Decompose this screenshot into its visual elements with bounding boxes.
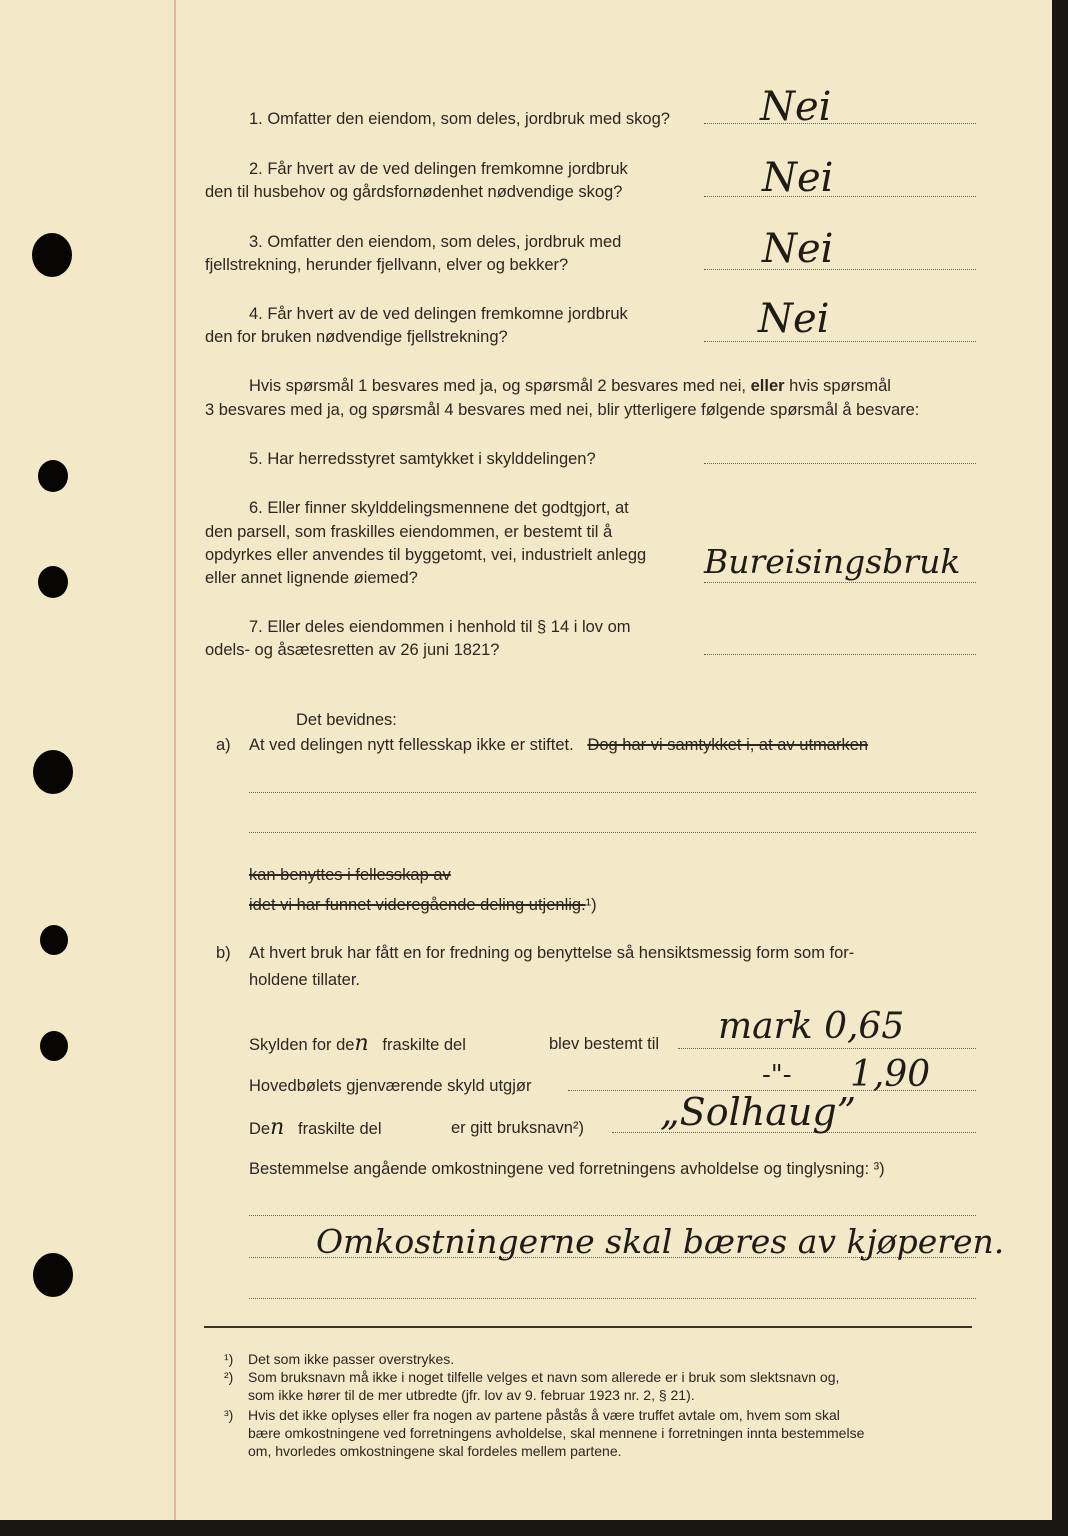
blank-line bbox=[249, 1298, 976, 1299]
struck-text: Dog har vi samtykket i, at av utmarken bbox=[587, 736, 869, 754]
question-7-line2: odels- og åsætesretten av 26 juni 1821? bbox=[205, 641, 500, 659]
item-a-text: At ved delingen nytt fellesskap ikke er stiftet. Dog har vi samtykket i, at av utmarken bbox=[249, 736, 869, 754]
answer-line bbox=[704, 341, 976, 342]
answer-line bbox=[678, 1048, 976, 1049]
question-4-line1: 4. Får hvert av de ved delingen fremkomne jordbruk bbox=[249, 305, 628, 323]
blank-line bbox=[249, 1215, 976, 1216]
instruction-line1: Hvis spørsmål 1 besvares med ja, og spørsmål 2 besvares med nei, eller hvis spørsmål bbox=[249, 377, 891, 395]
footnote-2-mark: ²) bbox=[224, 1369, 234, 1385]
blank-line bbox=[249, 832, 976, 833]
question-4-line2: den for bruken nødvendige fjellstrekning? bbox=[205, 328, 508, 346]
struck-line-with-note: idet vi har funnet videregående deling utjenlig.¹) bbox=[249, 896, 597, 914]
answer-1: Nei bbox=[760, 84, 832, 130]
footnote-2-line1: Som bruksnavn må ikke i noget tilfelle velges et navn som allerede er i bruk som slektsnavn og, bbox=[248, 1369, 840, 1385]
answer-line bbox=[704, 123, 976, 124]
instruction-line2: 3 besvares med ja, og spørsmål 4 besvares med nei, blir ytterligere følgende spørsmål å besvare: bbox=[205, 401, 920, 419]
answer-line bbox=[704, 463, 976, 464]
answer-2: Nei bbox=[762, 155, 834, 201]
struck-line: kan benyttes i fellesskap av bbox=[249, 866, 451, 884]
footnote-1-mark: ¹) bbox=[224, 1351, 234, 1367]
skyld-row1-value: mark 0,65 bbox=[718, 1006, 905, 1047]
answer-3: Nei bbox=[762, 226, 834, 272]
answer-6: Bureisingsbruk bbox=[704, 542, 961, 581]
margin-line bbox=[174, 0, 176, 1520]
punch-hole bbox=[38, 566, 68, 598]
question-2-line1: 2. Får hvert av de ved delingen fremkomne jordbruk bbox=[249, 160, 628, 178]
question-2-line2: den til husbehov og gårdsfornødenhet nødvendige skog? bbox=[205, 183, 623, 201]
question-6-line2: den parsell, som fraskilles eiendommen, er bestemt til å bbox=[205, 523, 613, 541]
punch-hole bbox=[40, 1031, 68, 1061]
footnote-separator bbox=[204, 1326, 972, 1328]
footnote-3-line2: bære omkostningene ved forretningens avholdelse, skal mennene i forretningen innta bestemmelse bbox=[248, 1425, 865, 1441]
item-b-label: b) bbox=[216, 944, 231, 962]
skyld-row3-value: „Solhaug” bbox=[660, 1090, 857, 1134]
footnote-3-line1: Hvis det ikke oplyses eller fra nogen av partene påstås å være truffet avtale om, hvem som skal bbox=[248, 1407, 840, 1423]
skyld-row3-label: Den fraskilte del bbox=[249, 1115, 382, 1140]
question-6-line3: opdyrkes eller anvendes til byggetomt, vei, industrielt anlegg bbox=[205, 546, 647, 564]
punch-hole bbox=[33, 1253, 73, 1297]
answer-line bbox=[704, 582, 976, 583]
answer-4: Nei bbox=[758, 296, 830, 342]
punch-hole bbox=[32, 233, 72, 277]
footnote-3-mark: ³) bbox=[224, 1407, 234, 1423]
punch-hole bbox=[33, 750, 73, 794]
question-7-line1: 7. Eller deles eiendommen i henhold til § 14 i lov om bbox=[249, 618, 631, 636]
blank-line bbox=[249, 792, 976, 793]
footnote-3-line3: om, hvorledes omkostningene skal fordeles mellem partene. bbox=[248, 1443, 622, 1459]
item-a-label: a) bbox=[216, 736, 231, 754]
skyld-row2-value: 1,90 bbox=[850, 1054, 931, 1095]
footnote-2-line2: som ikke hører til de mer utbredte (jfr. lov av 9. februar 1923 nr. 2, § 21). bbox=[248, 1387, 695, 1403]
question-3-line2: fjellstrekning, herunder fjellvann, elver og bekker? bbox=[205, 256, 569, 274]
skyld-row2-label: Hovedbølets gjenværende skyld utgjør bbox=[249, 1077, 532, 1095]
answer-line bbox=[704, 654, 976, 655]
question-5-text: 5. Har herredsstyret samtykket i skylddelingen? bbox=[249, 450, 596, 468]
bevidnes-heading: Det bevidnes: bbox=[296, 711, 397, 729]
skyld-row4-value: Omkostningerne skal bæres av kjøperen. bbox=[316, 1222, 1005, 1261]
item-b-line1: At hvert bruk har fått en for fredning og benyttelse så hensiktsmessig form som for- bbox=[249, 944, 855, 962]
skyld-row1-label-b: blev bestemt til bbox=[549, 1035, 660, 1053]
punch-hole bbox=[40, 925, 68, 955]
scan-border-bottom bbox=[0, 1520, 1068, 1536]
skyld-row4-label: Bestemmelse angående omkostningene ved forretningens avholdelse og tinglysning: ³) bbox=[249, 1160, 885, 1178]
question-6-line1: 6. Eller finner skylddelingsmennene det godtgjort, at bbox=[249, 499, 629, 517]
skyld-row3-label-b: er gitt bruksnavn²) bbox=[451, 1119, 584, 1137]
skyld-row2-ditto: -"- bbox=[762, 1060, 792, 1090]
question-3-line1: 3. Omfatter den eiendom, som deles, jordbruk med bbox=[249, 233, 622, 251]
answer-line bbox=[704, 269, 976, 270]
footnote-1-text: Det som ikke passer overstrykes. bbox=[248, 1351, 455, 1367]
question-1-text: 1. Omfatter den eiendom, som deles, jordbruk med skog? bbox=[249, 110, 670, 128]
punch-hole bbox=[38, 460, 68, 492]
scan-border-right bbox=[1052, 0, 1068, 1536]
item-b-line2: holdene tillater. bbox=[249, 971, 360, 989]
question-6-line4: eller annet lignende øiemed? bbox=[205, 569, 418, 587]
skyld-row1-label: Skylden for den fraskilte del bbox=[249, 1031, 466, 1056]
answer-line bbox=[704, 196, 976, 197]
